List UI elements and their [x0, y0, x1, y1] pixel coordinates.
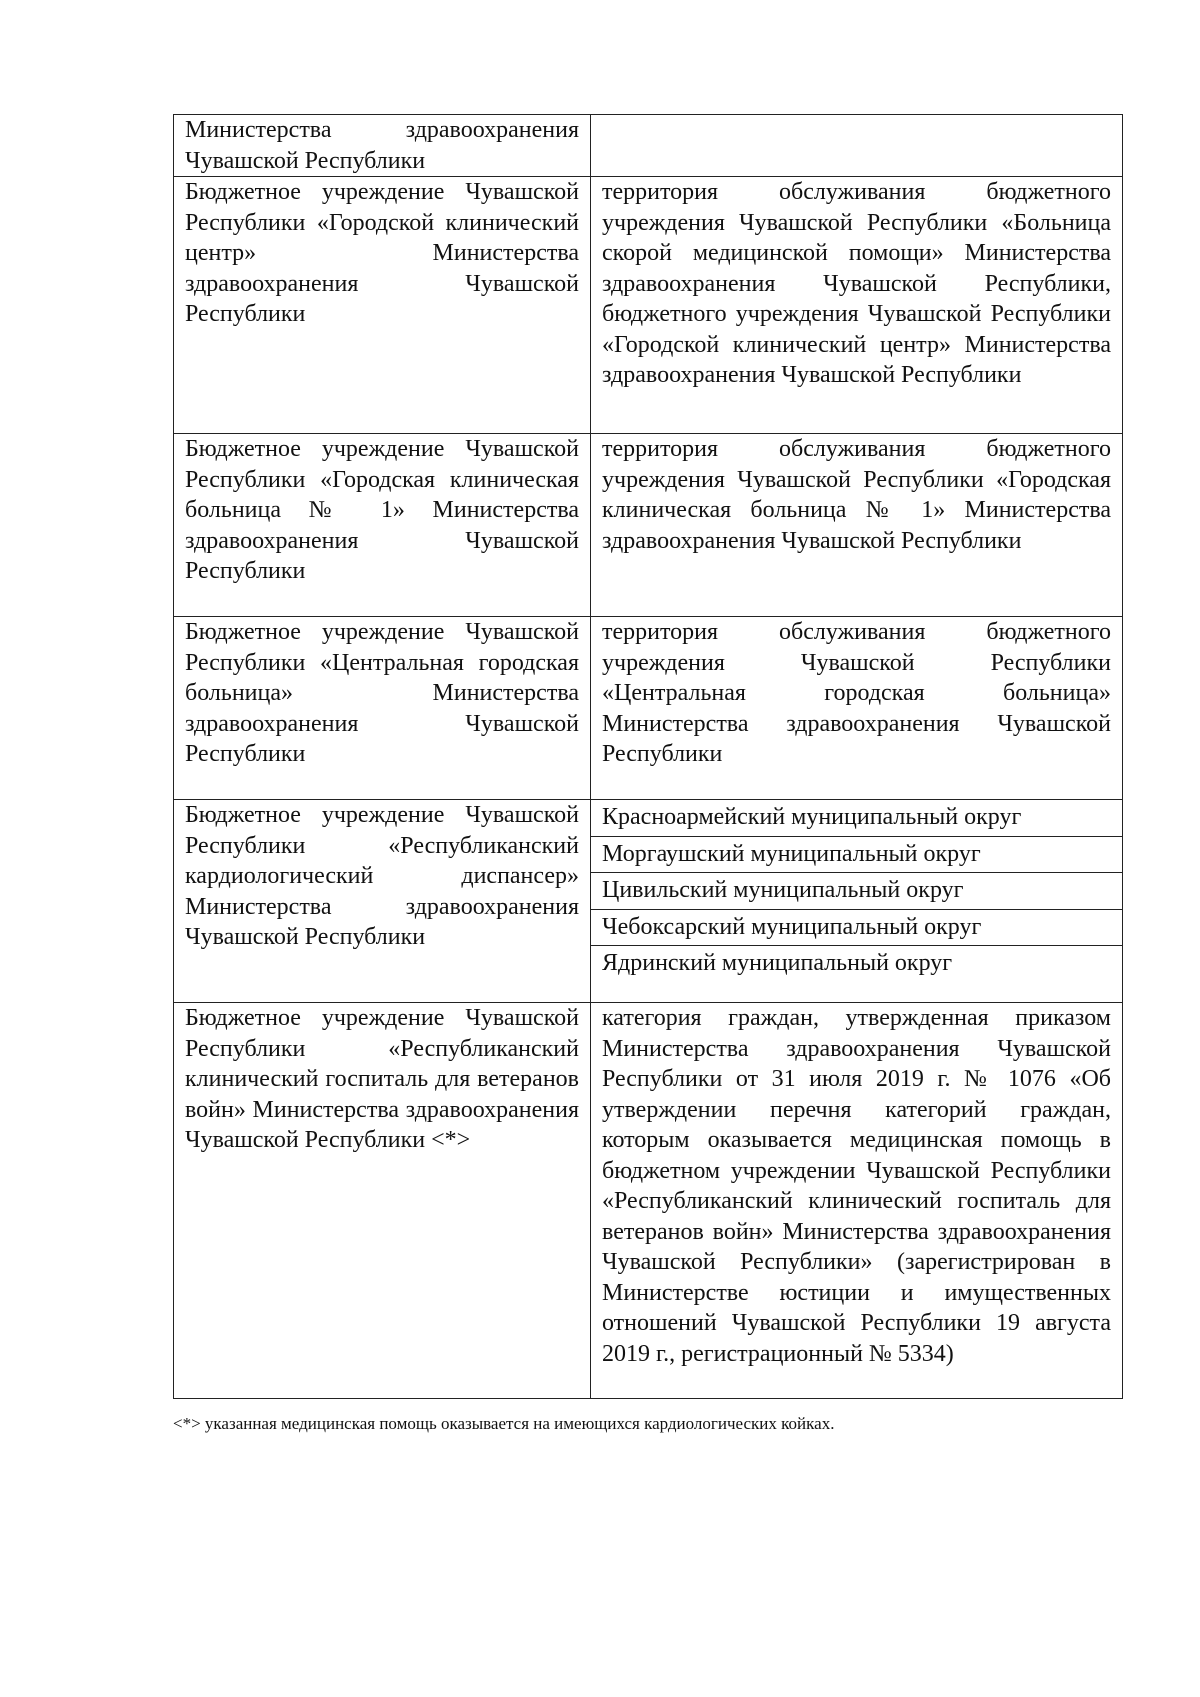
institution-cell: Бюджетное учреждение Чувашской Республики «Республиканский клинический госпиталь для ветеранов войн» Министерства здравоохранения Чувашской Республики <*> — [174, 1003, 591, 1399]
list-item: Моргаушский муниципальный округ — [591, 837, 1122, 874]
list-item: Чебоксарский муниципальный округ — [591, 910, 1122, 947]
footnote: <*> указанная медицинская помощь оказывается на имеющихся кардиологических койках. — [173, 1414, 835, 1433]
list-item: Ядринский муниципальный округ — [602, 950, 953, 976]
list-item: Цивильский муниципальный округ — [591, 873, 1122, 910]
institution-cell: Бюджетное учреждение Чувашской Республики «Центральная городская больница» Министерства здравоохранения Чувашской Республики — [174, 617, 591, 800]
institutions-table — [173, 114, 1123, 1399]
districts-cell — [591, 800, 1123, 1003]
territory-cell: территория обслуживания бюджетного учреждения Чувашской Республики «Больница скорой медицинской помощи» Министерства здравоохранения Чувашской Республики, бюджетного учреждения Чувашской Республики «Городской клинический центр» Министерства здравоохранения Чувашской Республики — [591, 177, 1123, 434]
institution-cell: Бюджетное учреждение Чувашской Республики «Республиканский кардиологический диспансер» Министерства здравоохранения Чувашской Республики — [174, 800, 591, 1003]
table-row — [174, 434, 1123, 617]
institution-cell: Бюджетное учреждение Чувашской Республики «Городская клиническая больница № 1» Министерства здравоохранения Чувашской Республики — [174, 434, 591, 617]
territory-cell — [591, 115, 1123, 177]
table-row — [174, 177, 1123, 434]
table-row — [174, 115, 1123, 177]
institution-cell: Министерства здравоохранения Чувашской Республики — [174, 115, 591, 177]
institution-cell: Бюджетное учреждение Чувашской Республики «Городской клинический центр» Министерства здравоохранения Чувашской Республики — [174, 177, 591, 434]
territory-cell: территория обслуживания бюджетного учреждения Чувашской Республики «Центральная городская больница» Министерства здравоохранения Чувашской Республики — [591, 617, 1123, 800]
territory-cell: категория граждан, утвержденная приказом Министерства здравоохранения Чувашской Республики от 31 июля 2019 г. № 1076 «Об утверждении перечня категорий граждан, которым оказывается медицинская помощь в бюджетном учреждении Чувашской Республики «Республиканский клинический госпиталь для ветеранов войн» Министерства здравоохранения Чувашской Республики» (зарегистрирован в Министерстве юстиции и имущественных отношений Чувашской Республики 19 августа 2019 г., регистрационный № 5334) — [591, 1003, 1123, 1399]
table-row — [174, 800, 1123, 1003]
list-item: Красноармейский муниципальный округ — [591, 800, 1122, 837]
districts-list — [591, 800, 1122, 993]
territory-cell: территория обслуживания бюджетного учреждения Чувашской Республики «Городская клиническая больница № 1» Министерства здравоохранения Чувашской Республики — [591, 434, 1123, 617]
table-row — [174, 1003, 1123, 1399]
table-row — [174, 617, 1123, 800]
